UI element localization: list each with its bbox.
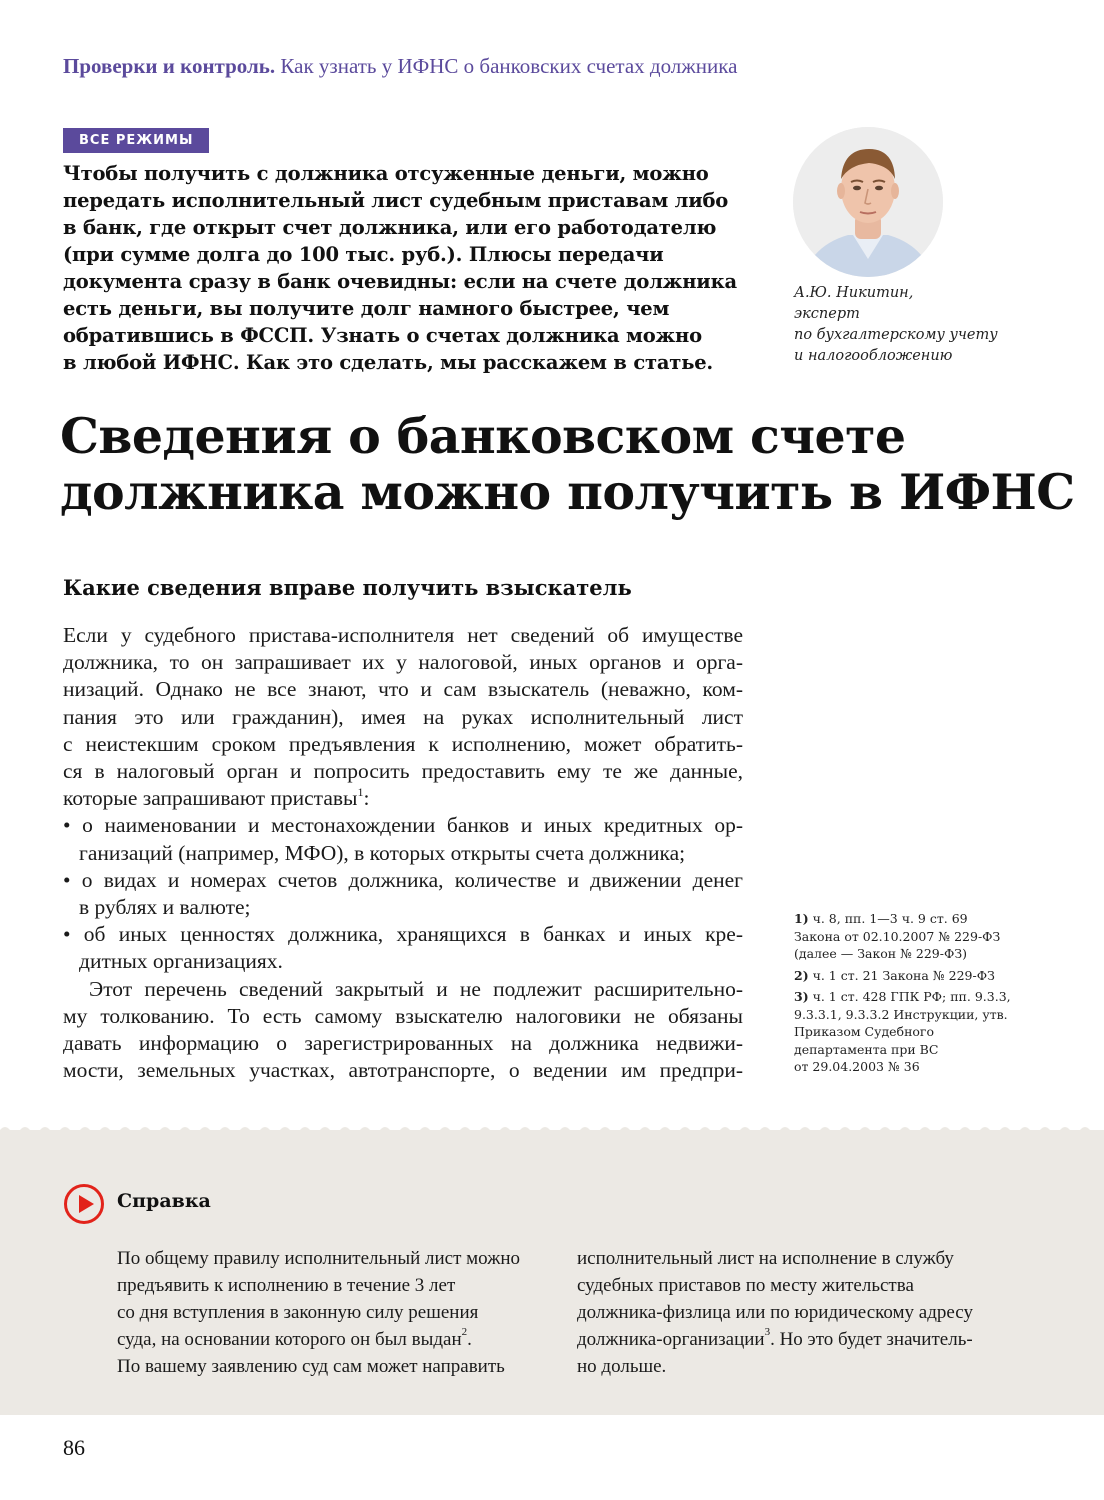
body-text-fragment: которые запрашивают приставы [63,786,358,811]
info-box-title: Справка [117,1190,211,1212]
author-name: А.Ю. Никитин, [794,285,914,301]
author-portrait-illustration [793,127,943,277]
footnote-line [794,967,1044,985]
body-line: Этот перечень сведений закрытый и не подлежит расширительно- [89,976,743,1001]
footnote-ref-1: 1 [357,785,364,800]
body-line [63,785,743,812]
info-line [117,1326,557,1353]
footnote-number: 1) [794,911,809,926]
lead-line: в банк, где открыт счет должника, или его работодателю [63,216,717,239]
author-role-line: эксперт [794,306,860,322]
info-line [577,1326,1037,1353]
article-body [63,622,743,1084]
footnote-line [794,988,1044,1006]
footnote-line: от 29.04.2003 № 36 [794,1059,920,1074]
info-line: судебных приставов по месту жительства [577,1275,914,1296]
body-line: му толкованию. То есть самому взыскателю налоговики не обязаны [63,1003,743,1028]
lead-line: (при сумме долга до 100 тыс. руб.). Плюсы передачи [63,243,664,266]
running-head [63,54,1063,79]
body-line: мости, земельных участках, автотранспорте, о ведении им предпри- [63,1058,743,1083]
author-role-line: по бухгалтерскому учету [794,327,998,343]
bullet-line: • о видах и номерах счетов должника, количестве и движении денег [63,867,743,892]
info-line: предъявить к исполнению в течение 3 лет [117,1275,456,1296]
lead-line: передать исполнительный лист судебным приставам либо [63,189,729,212]
footnotes [794,910,1044,1080]
footnote-line [794,910,1044,928]
footnote-text: ч. 1 ст. 21 Закона № 229-ФЗ [808,967,995,983]
headline-line: Сведения о банковском счете [60,407,906,465]
info-box-column-left [117,1245,557,1380]
lead-line: документа сразу в банк очевидны: если на счете должника [63,270,737,293]
info-box-wavy-edge [0,1124,1104,1136]
mode-badge: ВСЕ РЕЖИМЫ [63,128,209,153]
footnote-number: 2) [794,967,809,983]
info-line: По вашему заявлению суд сам может направить [117,1356,505,1377]
body-line: Если у судебного пристава-исполнителя нет сведений об имуществе [63,623,743,647]
footnote-text: ч. 1 ст. 428 ГПК РФ; пп. 9.3.3, [808,989,1011,1004]
running-head-section: Проверки и контроль. [63,54,276,78]
section-subheading: Какие сведения вправе получить взыскатель [63,575,632,600]
running-head-title: Как узнать у ИФНС о банковских счетах должника [280,54,738,78]
lead-line: обратившись в ФССП. Узнать о счетах должника можно [63,324,702,347]
footnote-ref-2: 2 [461,1326,468,1338]
info-text-fragment: . [467,1329,472,1350]
author-photo [793,127,943,277]
footnote-line: департамента при ВС [794,1041,939,1057]
body-line: с неистекшим сроком предъявления к исполнению, может обратить- [63,731,743,756]
bullet-line: • об иных ценностях должника, хранящихся в банках и иных кре- [63,922,743,947]
footnote-line: (далее — Закон № 229-ФЗ) [794,946,968,961]
lead-paragraph [63,160,753,376]
info-box-column-right [577,1245,1037,1380]
article-headline [60,407,1075,521]
footnote-1 [794,910,1044,963]
body-line: низаций. Однако не все знают, что и сам взыскатель (неважно, ком- [63,677,743,702]
footnote-ref-3: 3 [764,1326,771,1338]
info-text-fragment: суда, на основании которого он был выдан [117,1329,462,1350]
author-caption [794,283,1054,367]
info-text-fragment: должника-организации [577,1329,765,1350]
info-line: должника-физлица или по юридическому адресу [577,1302,973,1323]
footnote-text: ч. 8, пп. 1—3 ч. 9 ст. 69 [808,911,968,926]
footnote-2 [794,967,1044,985]
footnote-number: 3) [794,989,809,1004]
play-icon [63,1183,105,1225]
author-role-line: и налогообложению [794,348,953,364]
bullet-line: • о наименовании и местонахождении банков и иных кредитных ор- [63,813,743,838]
info-line: По общему правилу исполнительный лист можно [117,1248,520,1269]
bullet-line: дитных организациях. [79,949,283,974]
body-line: давать информацию о зарегистрированных на должника недвижи- [63,1031,743,1056]
lead-line: Чтобы получить с должника отсуженные деньги, можно [63,162,709,185]
info-text-fragment: . Но это будет значитель- [770,1329,973,1350]
body-line: пания это или гражданин), имея на руках исполнительный лист [63,704,743,729]
body-line: ся в налоговый орган и попросить предоставить ему те же данные, [63,759,743,784]
body-line: должника, то он запрашивает их у налоговой, иных органов и орга- [63,650,743,675]
footnote-line: 9.3.3.1, 9.3.3.2 Инструкции, утв. [794,1006,1008,1022]
headline-line: должника можно получить в ИФНС [60,463,1075,521]
footnote-3 [794,988,1044,1076]
info-line: со дня вступления в законную силу решения [117,1302,479,1323]
info-line: но дольше. [577,1356,667,1377]
footnote-line: Приказом Судебного [794,1024,935,1039]
page-number: 86 [63,1435,85,1460]
bullet-line: ганизаций (например, МФО), в которых открыты счета должника; [79,840,686,865]
footnote-line: Закона от 02.10.2007 № 229-ФЗ [794,928,1001,944]
info-line: исполнительный лист на исполнение в службу [577,1248,954,1269]
lead-line: есть деньги, вы получите долг намного быстрее, чем [63,297,670,320]
bullet-line: в рублях и валюте; [79,895,251,920]
body-text-fragment: : [363,786,370,811]
lead-line: в любой ИФНС. Как это сделать, мы расскажем в статье. [63,351,714,374]
